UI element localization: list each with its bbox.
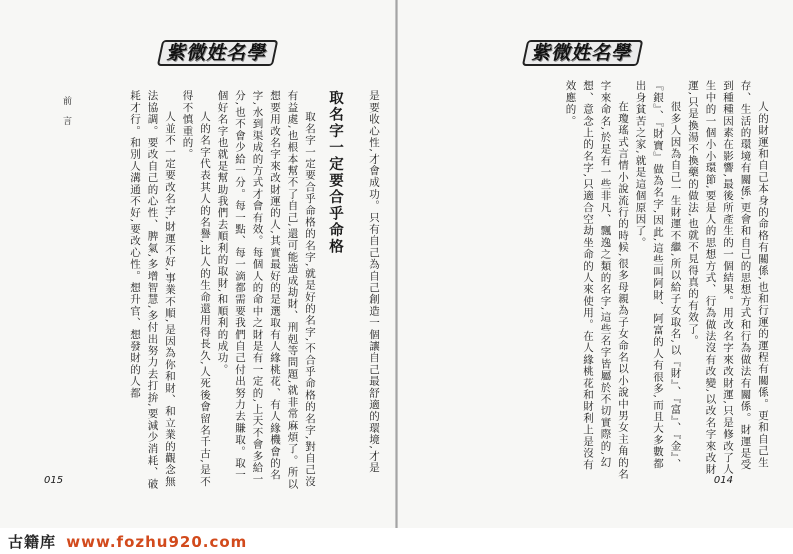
right-body-text <box>471 80 771 480</box>
right-paragraph-1: 人的財運和自己本身的命格有關係,也和行運的運程有關係。更和自己生存、生活的環境有關係,更會和自己的思想方式和行為做法有關係。財運是受到種種因素在影響,最後所產生的一個結果。用改名字來改財運,只是修改了人生中的一個小小環節,要是人的思想方式、行為做法沒有改變,以改名字來改財運,只是換湯不換藥的做法,也就不見得真的有效了。 <box>687 80 769 476</box>
book-header-text-right: 紫微姓名學 <box>522 40 644 66</box>
right-page <box>397 0 793 528</box>
site-watermark[interactable] <box>8 531 247 552</box>
book-header-logo-right <box>522 38 644 64</box>
section-title: 取名字一定要合乎命格 <box>327 90 344 255</box>
left-paragraph-2: 人的名字代表其人的名譽,比人的生命還用得長久,人死後會留名千古,是不得不慎重的。 <box>181 90 211 488</box>
site-url: www.fozhu920.com <box>66 533 248 551</box>
left-page-number: 015 <box>44 475 64 486</box>
left-page <box>0 0 396 528</box>
left-paragraph-3: 人並不一定要改名字,財運不好,事業不順,是因為你和財、和立業的觀念無法協調。要改自己的心性、脾氣,多增智慧,多付出努力去打拚,要減少消耗、破耗才行。和別人溝通不好,要改心性。想升官、想發財的人都 <box>129 90 176 490</box>
carry-over-text <box>348 90 382 490</box>
right-page-number: 014 <box>713 475 733 486</box>
left-paragraph-1: 取名字一定要合乎命格的名字,就是好的名字,不合乎命格的名字,對自己沒有益處,也根本幫不了自己,還可能造成劫財、刑剋等問題,就非常麻煩了。所以想要用改名字來改財運的人,其實最好的是選取有人緣桃花、有人緣機會的名字,水到渠成的方式才會有效。每個人的命中之財是有一定的,上天不會多給一分,也不會少給一分。每一點、每一滴都需要我們自己付出努力去賺取。取一個好名字也就是幫助我們去順利的取財,和順利的成功。 <box>216 90 316 490</box>
book-header-text: 紫微姓名學 <box>157 40 279 66</box>
margin-note-foreword: 前 言 <box>61 96 71 129</box>
right-paragraph-3: 在瓊瑤式言情小說流行的時候,很多母親為子女命名以小說中男女主角的名字來命名,於是有一些非凡、飄逸之類的名字,這些名字皆屬於不切實際的,幻想、意念上的名字,只適合空劫坐命的人來使用。在人緣桃花和財利上是沒有效應的。 <box>564 80 629 480</box>
book-header-logo <box>157 38 279 64</box>
right-paragraph-2: 很多人因為自己一生財運不繼,所以給子女取名,以『財』、『富』、『金』、『銀』、『財寶』做為名字,因此,這些叫阿財、阿富的人有很多,而且大多數都出身貧苦之家,就是這個原因了。 <box>634 80 682 470</box>
watermark-footer <box>0 528 793 554</box>
left-body-text <box>28 90 318 490</box>
carry-over-paragraph: 是要收心性,才會成功。只有自己為自己創造一個讓自己最舒適的環境,才是 <box>368 90 380 474</box>
site-name: 古籍库 <box>8 533 57 551</box>
